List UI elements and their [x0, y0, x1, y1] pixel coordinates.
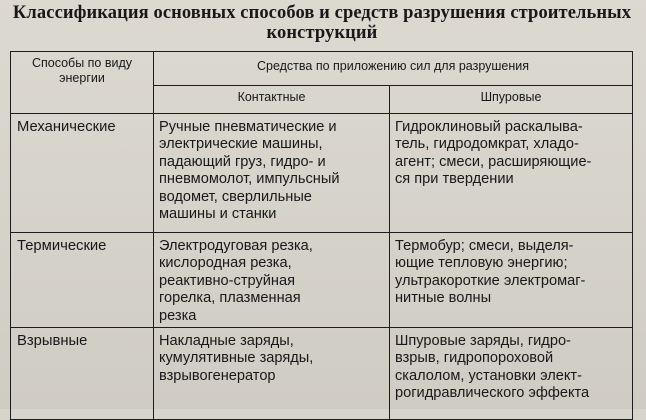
- classification-table: [10, 51, 633, 420]
- header-means-by-force: Средства по приложению сил для разрушения: [154, 52, 633, 86]
- table-row: [11, 114, 633, 233]
- row-contact-cell: Ручные пневматические и электрические машины, падающий груз, гидро- и пневмомолот, импульсный водомет, сверлильные машины и станки: [154, 114, 390, 233]
- table-title: [10, 3, 634, 43]
- row-borehole-cell: Шпуровые заряды, гидро- взрыв, гидропороховой скалолом, установки элект- рогидравлического эффекта: [390, 328, 633, 420]
- row-borehole-cell: Термобур; смеси, выделя- ющие тепловую энергию; ультракороткие электромаг- нитные волны: [390, 233, 633, 328]
- title-line-1: Классификация основных способов и средств разрушения строительных: [12, 3, 632, 23]
- row-borehole-cell: Гидроклиновый раскалыва- тель, гидродомкрат, хладо- агент; смеси, расширяющие- ся при твердении: [390, 114, 633, 233]
- table-row: [11, 328, 633, 420]
- header-ways-by-energy: Способы по виду энергии: [11, 52, 154, 114]
- header-contact: Контактные: [154, 85, 390, 113]
- header-borehole: Шпуровые: [390, 85, 633, 113]
- row-type-cell: Взрывные: [11, 328, 154, 420]
- row-type-cell: Термические: [11, 233, 154, 328]
- table-row: [11, 233, 633, 328]
- row-contact-cell: Накладные заряды, кумулятивные заряды, взрывогенератор: [154, 328, 390, 420]
- row-contact-cell: Электродуговая резка, кислородная резка, реактивно-струйная горелка, плазменная резка: [154, 233, 390, 328]
- title-line-2: конструкций: [266, 23, 378, 43]
- row-type-cell: Механические: [11, 114, 154, 233]
